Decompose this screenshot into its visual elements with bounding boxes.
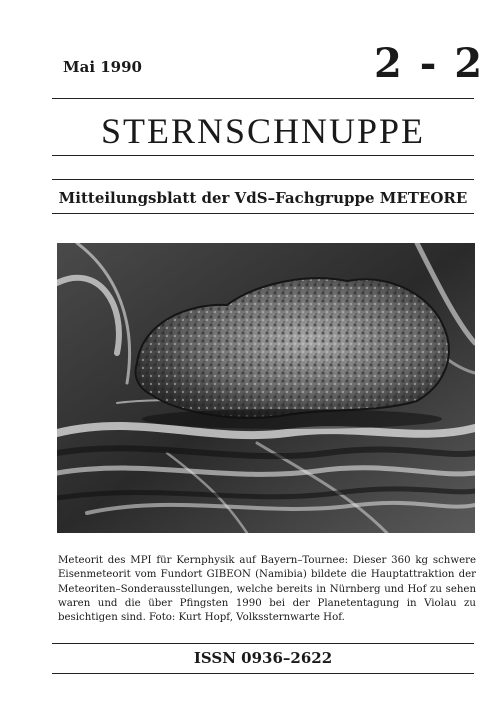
photo-caption: Meteorit des MPI für Kernphysik auf Bayern–Tournee: Dieser 360 kg schwere Eisenmeteorit vom Fundort GIBEON (Namibia) bildete die Hauptattraktion der Meteoriten–Sonderausstellungen, welche bereits in Nürnberg und Hof zu sehen waren und die über Pfingsten 1990 bei der Planetentagung in Violau zu besichtigen sind. Foto: Kurt Hopf, Volkssternwarte Hof.: [58, 555, 476, 624]
issue-number: 2 - 2: [374, 40, 485, 87]
subtitle-top-rule: [52, 179, 474, 180]
issue-date: Mai 1990: [63, 58, 142, 76]
subtitle-bottom-rule: [52, 213, 474, 214]
journal-subtitle: Mitteilungsblatt der VdS–Fachgruppe METEORE: [58, 189, 468, 207]
journal-title: STERNSCHNUPPE: [100, 111, 426, 151]
meteorite-photo: [57, 243, 475, 533]
issn-number: ISSN 0936–2622: [193, 649, 333, 667]
issn-top-rule: [52, 643, 474, 644]
top-rule: [52, 98, 474, 99]
issn-bottom-rule: [52, 673, 474, 674]
title-rule: [52, 155, 474, 156]
